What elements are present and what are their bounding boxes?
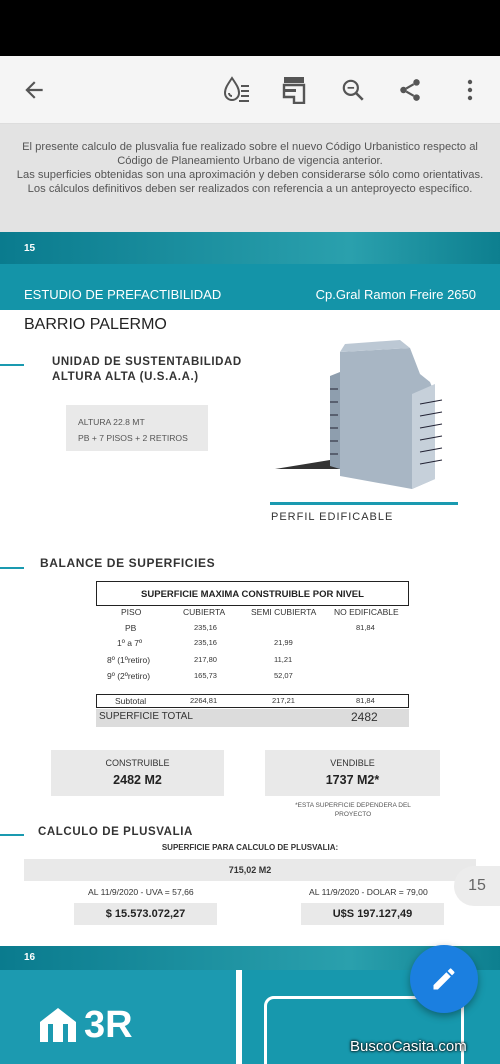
- table-header: NO EDIFICABLE: [334, 607, 399, 617]
- document-page: [0, 264, 500, 946]
- perfil-label: PERFIL EDIFICABLE: [271, 511, 394, 523]
- vendible-note-line: PROYECTO: [334, 811, 372, 818]
- balance-title: BALANCE DE SUPERFICIES: [40, 556, 216, 570]
- page-number: 15: [24, 243, 36, 254]
- building-render: [270, 334, 450, 494]
- table-header: PISO: [121, 607, 142, 617]
- viewer-toolbar: [0, 56, 500, 124]
- construible-box: [51, 750, 224, 796]
- table-cell: 8º (1ºretiro): [107, 655, 151, 665]
- table-cell: 21,99: [274, 638, 293, 647]
- share-icon[interactable]: [393, 73, 427, 107]
- subtotal-cell: 217,21: [272, 696, 295, 705]
- table-title: SUPERFICIE MAXIMA CONSTRUIBLE POR NIVEL: [96, 581, 409, 606]
- subtotal-cell: Subtotal: [115, 696, 147, 706]
- table-header: SEMI CUBIERTA: [251, 607, 317, 617]
- total-value: 2482: [351, 710, 378, 724]
- header-title: ESTUDIO DE PREFACTIBILIDAD: [24, 287, 222, 302]
- subtotal-cell: 81,84: [356, 696, 375, 705]
- header-address: Cp.Gral Ramon Freire 2650: [315, 287, 476, 302]
- watermark: BuscoCasita.com: [350, 1038, 467, 1055]
- barrio-title: BARRIO PALERMO: [24, 316, 167, 333]
- document-save-icon[interactable]: [277, 73, 311, 107]
- uva-value: $ 15.573.072,27: [74, 903, 217, 925]
- section-marker: [0, 364, 24, 366]
- page-header: [0, 264, 500, 310]
- search-icon[interactable]: [336, 73, 370, 107]
- vendible-value: 1737 M2*: [325, 773, 380, 787]
- edit-fab-button[interactable]: [410, 945, 478, 1013]
- section-marker: [0, 834, 24, 836]
- uva-label: AL 11/9/2020 - UVA = 57,66: [88, 887, 194, 897]
- table-cell: 52,07: [274, 671, 293, 680]
- dolar-value: U$S 197.127,49: [301, 903, 444, 925]
- table-cell: 165,73: [194, 671, 217, 680]
- notice-line: Los cálculos definitivos deben ser realizados con referencia a un anteproyecto específico.: [27, 183, 473, 195]
- table-cell: PB: [125, 623, 137, 633]
- table-cell: 217,80: [194, 655, 217, 664]
- more-vert-icon[interactable]: [453, 73, 487, 107]
- notice-line: Código de Planeamiento Urbano de vigencia anterior.: [117, 155, 383, 167]
- construible-label: CONSTRUIBLE: [105, 758, 170, 768]
- table-cell: 9º (2ºretiro): [107, 671, 151, 681]
- page-number-strip: [0, 232, 500, 264]
- page-indicator: 15: [454, 866, 500, 906]
- logo-mark-icon: [38, 1002, 78, 1042]
- total-label: SUPERFICIE TOTAL: [99, 711, 193, 722]
- altura-text: ALTURA 22.8 MT: [78, 417, 145, 427]
- plusvalia-area: 715,02 M2: [24, 859, 476, 881]
- table-cell: 1º a 7º: [117, 638, 143, 648]
- pisos-text: PB + 7 PISOS + 2 RETIROS: [78, 433, 188, 443]
- vendible-note: [282, 801, 424, 819]
- table-cell: 81,84: [356, 623, 375, 632]
- table-cell: 235,16: [194, 638, 217, 647]
- arrow-left-icon[interactable]: [17, 73, 51, 107]
- status-bar: [0, 0, 500, 56]
- dolar-label: AL 11/9/2020 - DOLAR = 79,00: [309, 887, 428, 897]
- divider: [236, 970, 242, 1064]
- plusvalia-title: CALCULO DE PLUSVALIA: [38, 826, 193, 838]
- perfil-underline: [270, 502, 458, 505]
- vendible-box: [265, 750, 440, 796]
- disclaimer-notice: [0, 124, 500, 232]
- unidad-title-2: ALTURA ALTA (U.S.A.A.): [52, 371, 199, 383]
- notice-line: El presente calculo de plusvalia fue realizado sobre el nuevo Código Urbanistico respecto al: [22, 141, 478, 153]
- notice-line: Las superficies obtenidas son una aproximación y deben considerarse sólo como orientativas.: [16, 169, 484, 181]
- table-cell: 235,16: [194, 623, 217, 632]
- table-cell: 11,21: [274, 655, 293, 664]
- subtotal-cell: 2264,81: [190, 696, 218, 705]
- construible-value: 2482 M2: [113, 773, 162, 787]
- page-number: 16: [24, 952, 36, 963]
- table-header: CUBIERTA: [183, 607, 226, 617]
- unidad-title-1: UNIDAD DE SUSTENTABILIDAD: [52, 356, 242, 368]
- edit-pencil-icon: [430, 965, 458, 993]
- altura-box: [66, 405, 208, 451]
- vendible-note-line: *ESTA SUPERFICIE DEPENDERA DEL: [295, 802, 411, 809]
- section-marker: [0, 567, 24, 569]
- plusvalia-subtitle: SUPERFICIE PARA CALCULO DE PLUSVALIA:: [161, 843, 339, 852]
- ink-drop-lines-icon[interactable]: [219, 73, 253, 107]
- logo-text: 3R: [84, 1004, 133, 1046]
- vendible-label: VENDIBLE: [330, 758, 375, 768]
